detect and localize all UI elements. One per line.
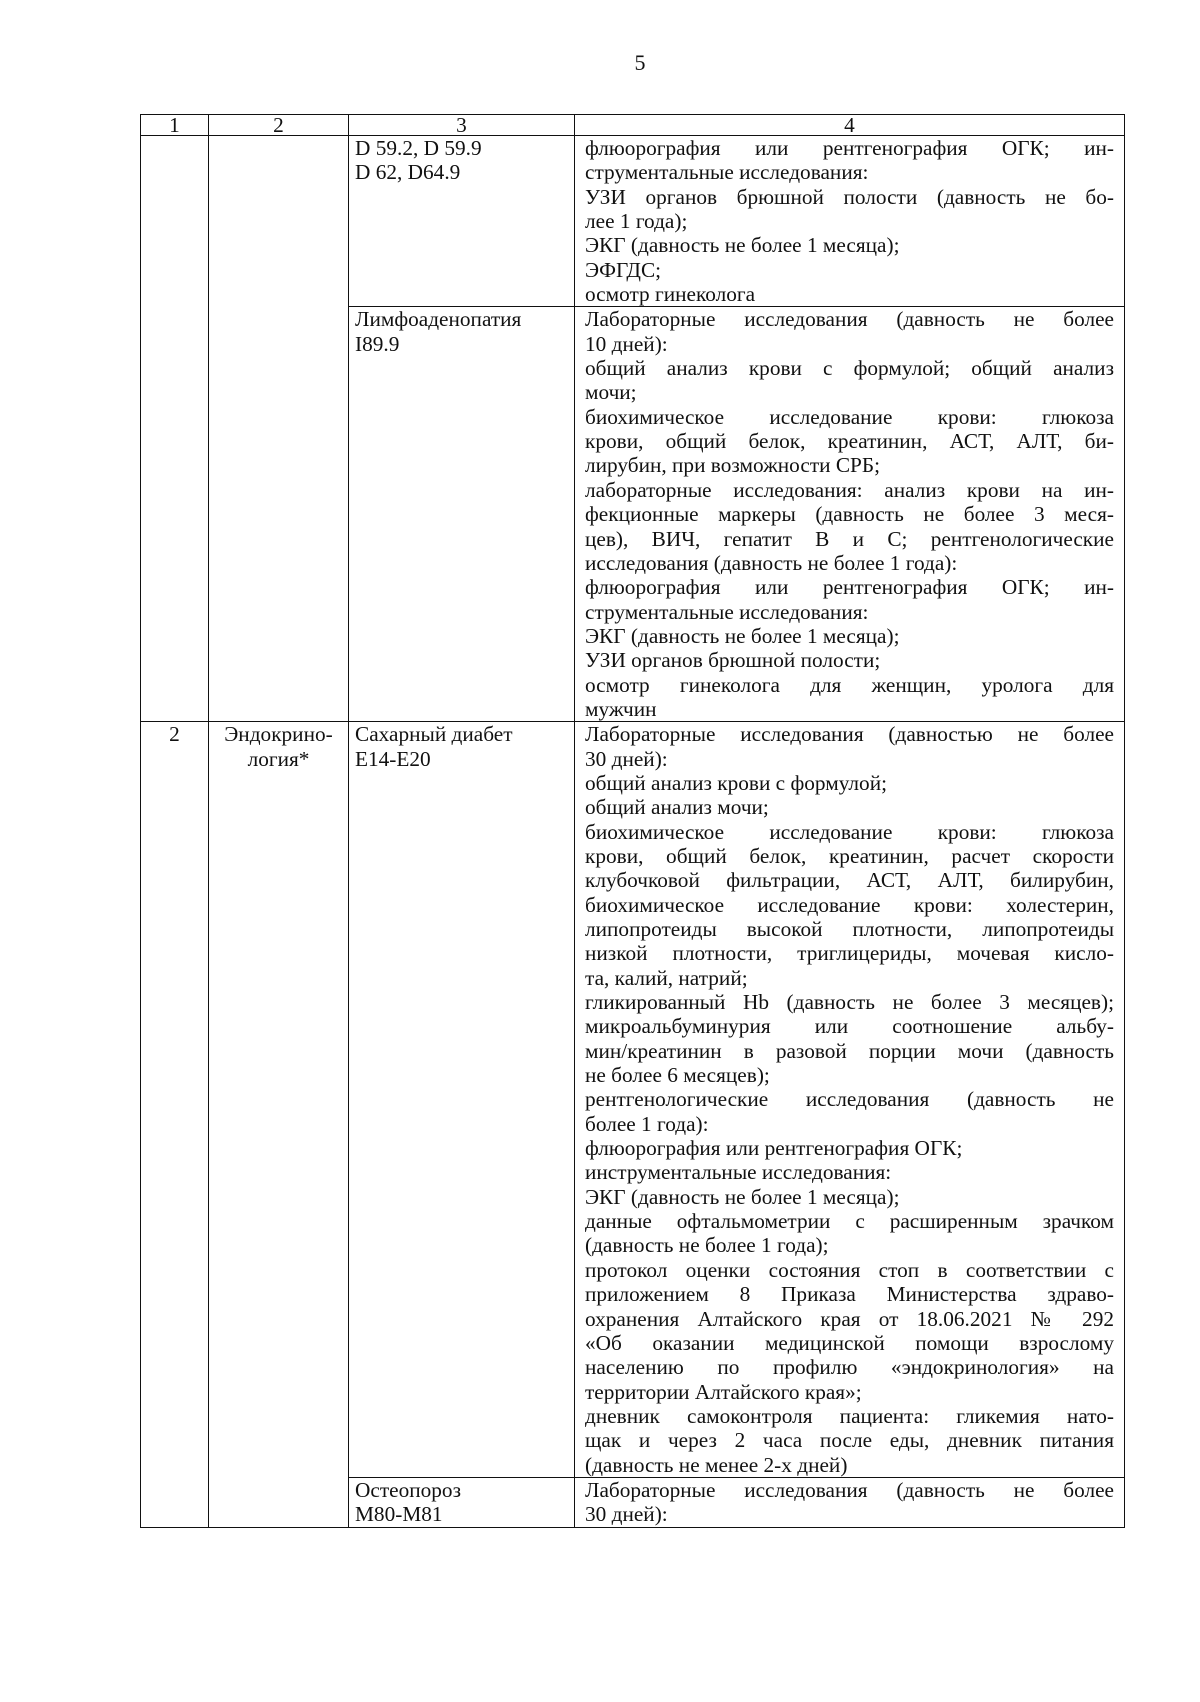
table-row <box>141 722 1125 1478</box>
row-number-cell <box>141 722 209 1527</box>
exam-line: ЭКГ (давность не более 1 месяца); <box>585 623 900 648</box>
exam-line: УЗИ органов брюшной полости; <box>585 648 881 673</box>
diagnosis-cell <box>349 307 575 722</box>
profile-name-line: логия* <box>247 746 310 771</box>
exam-line: мочи; <box>585 380 637 405</box>
exam-line: 30 дней): <box>585 1502 668 1527</box>
exam-line: не более 6 месяцев); <box>585 1063 770 1088</box>
exam-list-cell <box>575 136 1125 307</box>
row-number-cell <box>141 136 209 722</box>
exam-line: ЭКГ (давность не более 1 месяца); <box>585 1184 900 1209</box>
exam-line: крови, общий белок, креатинин, расчет скорости <box>585 843 1114 868</box>
exam-line: Лабораторные исследования (давность не более <box>585 307 1114 332</box>
exam-line: ЭФГДС; <box>585 257 662 282</box>
profile-cell <box>209 722 349 1527</box>
exam-line: Лабораторные исследования (давность не более <box>585 1477 1114 1502</box>
exam-line: исследования (давность не более 1 года): <box>585 550 958 575</box>
exam-line: биохимическое исследование крови: глюкоза <box>585 404 1114 429</box>
exam-line: низкой плотности, триглицериды, мочевая кисло- <box>585 941 1114 966</box>
exam-line: осмотр гинеколога <box>585 282 756 307</box>
exam-line: УЗИ органов брюшной полости (давность не бо- <box>585 184 1114 209</box>
exam-line: ЭКГ (давность не более 1 месяца); <box>585 233 900 258</box>
diagnosis-code-line: I89.9 <box>355 331 400 356</box>
diagnosis-code-line: D 59.2, D 59.9 <box>355 136 482 160</box>
header-col-1: 1 <box>141 115 209 136</box>
exam-line: лее 1 года); <box>585 209 688 234</box>
diagnosis-code-line: D 62, D64.9 <box>355 160 461 185</box>
exam-line: общий анализ мочи; <box>585 795 769 820</box>
exam-line: флюорография или рентгенография ОГК; ин- <box>585 136 1114 160</box>
exam-line: лабораторные исследования: анализ крови на ин- <box>585 477 1114 502</box>
exam-line: более 1 года): <box>585 1111 709 1136</box>
exam-line: флюорография или рентгенография ОГК; <box>585 1136 963 1161</box>
exam-line: щак и через 2 часа после еды, дневник питания <box>585 1428 1114 1453</box>
exam-line: микроальбуминурия или соотношение альбу- <box>585 1014 1114 1039</box>
exam-line: населению по профилю «эндокринология» на <box>585 1355 1114 1380</box>
header-col-4: 4 <box>575 115 1125 136</box>
exam-line: 30 дней): <box>585 746 668 771</box>
exam-line: территории Алтайского края»; <box>585 1379 862 1404</box>
exam-line: приложением 8 Приказа Министерства здраво- <box>585 1282 1114 1307</box>
header-col-3: 3 <box>349 115 575 136</box>
exam-line: клубочковой фильтрации, АСТ, АЛТ, билирубин, <box>585 868 1114 893</box>
exam-line: мужчин <box>585 696 657 721</box>
exam-line: дневник самоконтроля пациента: гликемия нато- <box>585 1403 1114 1428</box>
page-number: 5 <box>634 50 646 75</box>
exam-line: общий анализ крови с формулой; <box>585 770 888 795</box>
table-row <box>141 136 1125 307</box>
exam-line: фекционные маркеры (давность не более 3 меся- <box>585 502 1114 527</box>
profile-name-line: Эндокрино- <box>224 722 333 747</box>
exam-line: инструментальные исследования: <box>585 1160 892 1185</box>
exam-line: протокол оценки состояния стоп в соответствии с <box>585 1257 1114 1282</box>
diagnosis-cell <box>349 1477 575 1527</box>
exam-line: рентгенологические исследования (давность не <box>585 1087 1114 1112</box>
table-header-row <box>141 115 1125 136</box>
exam-line: данные офтальмометрии с расширенным зрачком <box>585 1209 1114 1234</box>
exam-line: осмотр гинеколога для женщин, уролога для <box>585 672 1114 697</box>
exam-line: липопротеиды высокой плотности, липопротеиды <box>585 917 1114 941</box>
exam-line: биохимическое исследование крови: холестерин, <box>585 892 1114 917</box>
exam-line: охранения Алтайского края от 18.06.2021 № 292 <box>585 1306 1114 1331</box>
diagnosis-name: Лимфоаденопатия <box>355 307 522 332</box>
diagnosis-code-line: М80-М81 <box>355 1502 443 1527</box>
referral-exam-table <box>140 114 1125 1528</box>
diagnosis-cell <box>349 136 575 307</box>
profile-cell <box>209 136 349 722</box>
row-number: 2 <box>169 722 180 747</box>
exam-list-cell <box>575 307 1125 722</box>
exam-line: лирубин, при возможности СРБ; <box>585 453 881 478</box>
exam-line: Лабораторные исследования (давностью не более <box>585 722 1114 747</box>
header-col-2: 2 <box>209 115 349 136</box>
exam-line: крови, общий белок, креатинин, АСТ, АЛТ, би- <box>585 429 1114 454</box>
exam-line: мин/креатинин в разовой порции мочи (давность <box>585 1038 1114 1063</box>
diagnosis-name: Сахарный диабет <box>355 722 513 747</box>
exam-line: цев), ВИЧ, гепатит В и С; рентгенологические <box>585 526 1114 551</box>
exam-list-cell <box>575 1477 1125 1527</box>
exam-line: общий анализ крови с формулой; общий анализ <box>585 356 1114 381</box>
exam-line: флюорография или рентгенография ОГК; ин- <box>585 575 1114 600</box>
exam-line: струментальные исследования: <box>585 160 869 185</box>
exam-list-cell <box>575 722 1125 1478</box>
exam-line: (давность не более 1 года); <box>585 1233 829 1258</box>
diagnosis-cell <box>349 722 575 1478</box>
exam-line: «Об оказании медицинской помощи взрослому <box>585 1330 1114 1355</box>
diagnosis-code-line: Е14-Е20 <box>355 746 431 771</box>
exam-line: струментальные исследования: <box>585 599 869 624</box>
diagnosis-name: Остеопороз <box>355 1477 461 1502</box>
exam-line: биохимическое исследование крови: глюкоза <box>585 819 1114 844</box>
exam-line: гликированный Hb (давность не более 3 месяцев); <box>585 990 1114 1015</box>
exam-line: 10 дней): <box>585 331 668 356</box>
exam-line: та, калий, натрий; <box>585 965 748 990</box>
exam-line: (давность не менее 2-х дней) <box>585 1452 848 1477</box>
